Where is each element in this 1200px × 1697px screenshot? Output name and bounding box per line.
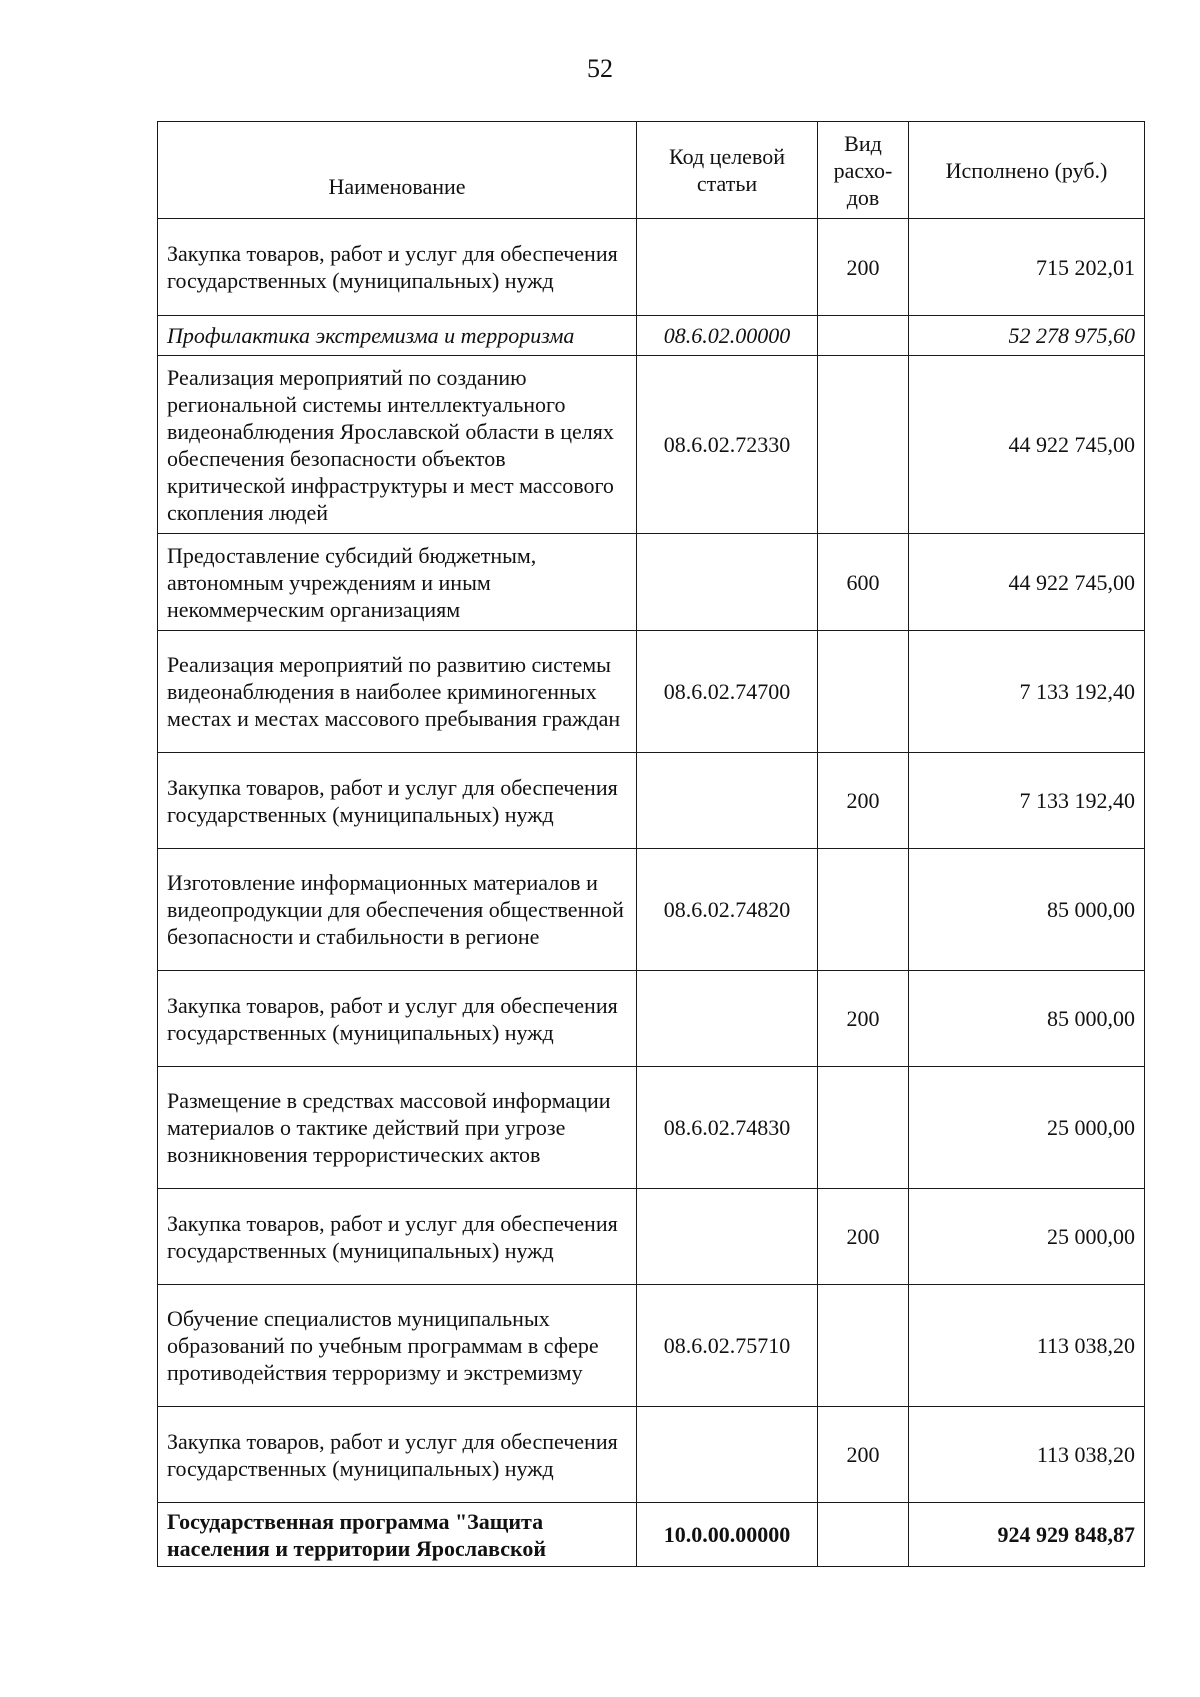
header-expense-type: Вид расхо-дов	[818, 122, 909, 219]
table-row	[158, 1067, 1145, 1189]
table-row	[158, 534, 1145, 631]
row-amount: 113 038,20	[909, 1285, 1145, 1407]
table-row	[158, 356, 1145, 534]
row-code: 10.0.00.00000	[637, 1503, 818, 1567]
row-code	[637, 1189, 818, 1285]
row-expense-type: 200	[818, 1407, 909, 1503]
row-amount: 44 922 745,00	[909, 534, 1145, 631]
budget-execution-table	[157, 121, 1145, 1567]
row-expense-type	[818, 1503, 909, 1567]
row-name: Предоставление субсидий бюджетным, автономным учреждениям и иным некоммерческим организациям	[158, 534, 637, 631]
row-code	[637, 1407, 818, 1503]
row-name: Закупка товаров, работ и услуг для обеспечения государственных (муниципальных) нужд	[158, 1407, 637, 1503]
page-number: 52	[587, 54, 613, 83]
table-body	[158, 219, 1145, 1567]
row-amount: 25 000,00	[909, 1189, 1145, 1285]
row-name: Размещение в средствах массовой информации материалов о тактике действий при угрозе возникновения террористических актов	[158, 1067, 637, 1189]
row-expense-type: 200	[818, 753, 909, 849]
table-row	[158, 753, 1145, 849]
row-code: 08.6.02.74830	[637, 1067, 818, 1189]
row-expense-type	[818, 1067, 909, 1189]
row-amount: 52 278 975,60	[909, 316, 1145, 356]
table-row	[158, 1503, 1145, 1567]
table-row	[158, 631, 1145, 753]
row-code: 08.6.02.75710	[637, 1285, 818, 1407]
header-executed: Исполнено (руб.)	[909, 122, 1145, 219]
row-amount: 715 202,01	[909, 219, 1145, 316]
row-expense-type	[818, 849, 909, 971]
row-name: Изготовление информационных материалов и видеопродукции для обеспечения общественной безопасности и стабильности в регионе	[158, 849, 637, 971]
row-code: 08.6.02.00000	[637, 316, 818, 356]
row-expense-type	[818, 316, 909, 356]
row-amount: 25 000,00	[909, 1067, 1145, 1189]
row-expense-type	[818, 356, 909, 534]
row-name: Закупка товаров, работ и услуг для обеспечения государственных (муниципальных) нужд	[158, 753, 637, 849]
row-expense-type: 200	[818, 219, 909, 316]
table-row	[158, 1407, 1145, 1503]
row-name: Закупка товаров, работ и услуг для обеспечения государственных (муниципальных) нужд	[158, 1189, 637, 1285]
row-amount: 85 000,00	[909, 971, 1145, 1067]
table-row	[158, 971, 1145, 1067]
row-code	[637, 971, 818, 1067]
row-name: Закупка товаров, работ и услуг для обеспечения государственных (муниципальных) нужд	[158, 219, 637, 316]
row-name: Государственная программа "Защита населения и территории Ярославской	[158, 1503, 637, 1567]
row-code	[637, 753, 818, 849]
row-expense-type: 200	[818, 1189, 909, 1285]
row-expense-type: 600	[818, 534, 909, 631]
row-code	[637, 534, 818, 631]
table-row	[158, 1285, 1145, 1407]
row-amount: 44 922 745,00	[909, 356, 1145, 534]
row-amount: 7 133 192,40	[909, 631, 1145, 753]
row-name: Реализация мероприятий по созданию региональной системы интеллектуального видеонаблюдения Ярославской области в целях обеспечения безопасности объектов критической инфраструктуры и мест массового скопления людей	[158, 356, 637, 534]
row-code	[637, 219, 818, 316]
row-name: Обучение специалистов муниципальных образований по учебным программам в сфере противодействия терроризму и экстремизму	[158, 1285, 637, 1407]
row-amount: 113 038,20	[909, 1407, 1145, 1503]
row-expense-type	[818, 631, 909, 753]
row-code: 08.6.02.74820	[637, 849, 818, 971]
row-code: 08.6.02.74700	[637, 631, 818, 753]
row-expense-type	[818, 1285, 909, 1407]
table-header-row	[158, 122, 1145, 219]
row-code: 08.6.02.72330	[637, 356, 818, 534]
row-amount: 924 929 848,87	[909, 1503, 1145, 1567]
row-name: Профилактика экстремизма и терроризма	[158, 316, 637, 356]
row-amount: 85 000,00	[909, 849, 1145, 971]
table-row	[158, 1189, 1145, 1285]
table-row	[158, 219, 1145, 316]
row-expense-type: 200	[818, 971, 909, 1067]
row-name: Реализация мероприятий по развитию системы видеонаблюдения в наиболее криминогенных местах и местах массового пребывания граждан	[158, 631, 637, 753]
row-amount: 7 133 192,40	[909, 753, 1145, 849]
header-code: Код целевой статьи	[637, 122, 818, 219]
row-name: Закупка товаров, работ и услуг для обеспечения государственных (муниципальных) нужд	[158, 971, 637, 1067]
table-row	[158, 849, 1145, 971]
header-name: Наименование	[158, 122, 637, 219]
table-row	[158, 316, 1145, 356]
